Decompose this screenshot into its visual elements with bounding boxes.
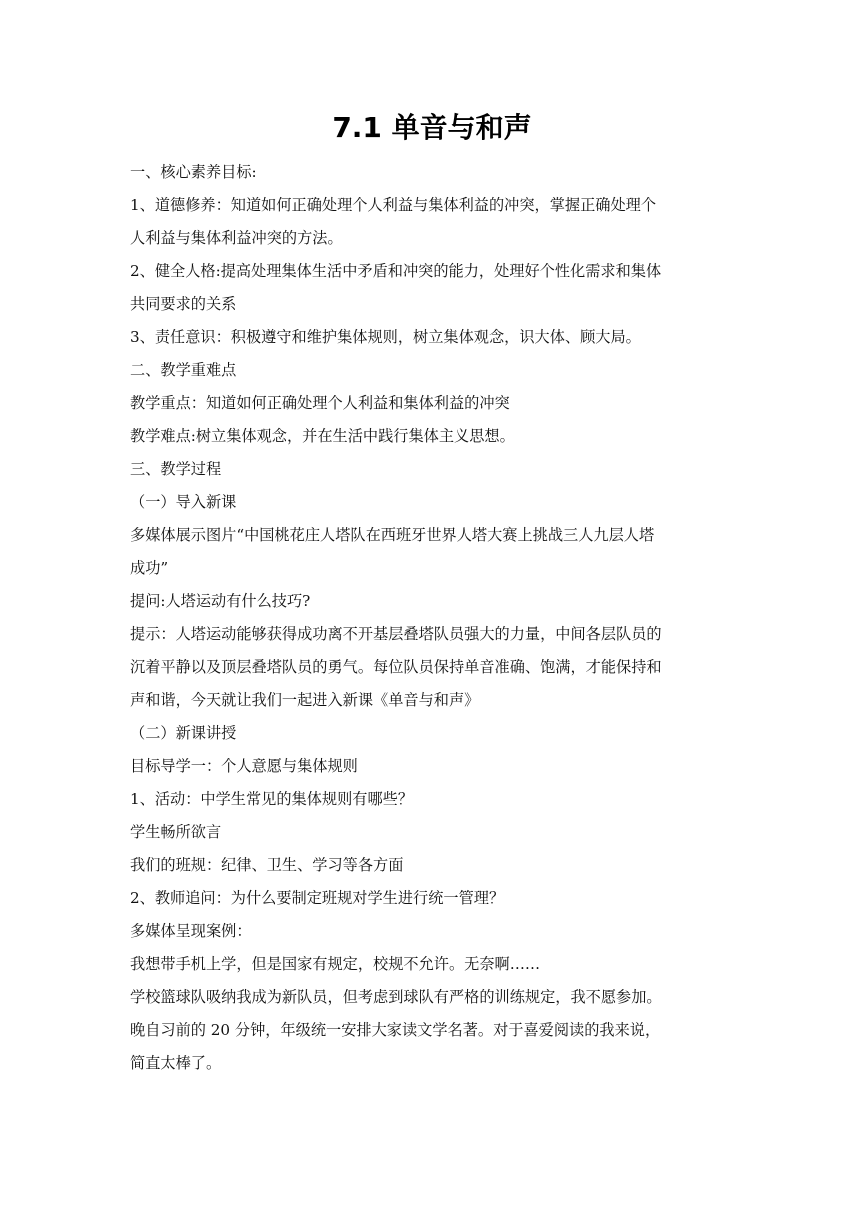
paragraph-line: 3、责任意识：积极遵守和维护集体规则，树立集体观念，识大体、顾大局。 — [130, 328, 641, 346]
paragraph-line: 2、教师追问：为什么要制定班规对学生进行统一管理？ — [130, 889, 505, 907]
paragraph-line: 我想带手机上学，但是国家有规定，校规不允许。无奈啊…… — [130, 955, 541, 973]
document-title: 7.1 单音与和声 — [332, 111, 532, 144]
paragraph-line: 晚自习前的 20 分钟，年级统一安排大家读文学名著。对于喜爱阅读的我来说， — [130, 1021, 661, 1039]
section-heading-process: 三、教学过程 — [130, 460, 222, 478]
paragraph-line: 提示：人塔运动能够获得成功离不开基层叠塔队员强大的力量，中间各层队员的 — [130, 625, 662, 643]
paragraph-line: 目标导学一：个人意愿与集体规则 — [130, 757, 358, 775]
paragraph-line: 多媒体展示图片“中国桃花庄人塔队在西班牙世界人塔大赛上挑战三人九层人塔 — [130, 526, 655, 544]
paragraph-line: 学校篮球队吸纳我成为新队员，但考虑到球队有严格的训练规定，我不愿参加。 — [130, 988, 662, 1006]
document-page — [130, 108, 734, 1080]
paragraph-line: 1、活动：中学生常见的集体规则有哪些？ — [130, 790, 414, 808]
paragraph-line: 学生畅所欲言 — [130, 823, 222, 841]
paragraph-line: 人利益与集体利益冲突的方法。 — [130, 229, 343, 247]
paragraph-line: 1、道德修养：知道如何正确处理个人利益与集体利益的冲突，掌握正确处理个 — [130, 196, 657, 214]
paragraph-line: 我们的班规：纪律、卫生、学习等各方面 — [130, 856, 404, 874]
section-heading-goals: 一、核心素养目标: — [130, 163, 257, 181]
section-heading-key-points: 二、教学重难点 — [130, 361, 237, 379]
paragraph-line: 教学重点：知道如何正确处理个人利益和集体利益的冲突 — [130, 394, 510, 412]
paragraph-line: 沉着平静以及顶层叠塔队员的勇气。每位队员保持单音准确、饱满，才能保持和 — [130, 658, 662, 676]
paragraph-line: 成功” — [130, 559, 169, 577]
paragraph-line: 教学难点:树立集体观念，并在生活中践行集体主义思想。 — [130, 427, 515, 445]
paragraph-line: 共同要求的关系 — [130, 295, 237, 313]
subsection-heading-new-lesson: （二）新课讲授 — [130, 724, 237, 742]
subsection-heading-intro: （一）导入新课 — [130, 493, 237, 511]
paragraph-line: 声和谐，今天就让我们一起进入新课《单音与和声》 — [130, 691, 480, 709]
paragraph-line: 提问:人塔运动有什么技巧? — [130, 592, 311, 610]
paragraph-line: 2、健全人格:提高处理集体生活中矛盾和冲突的能力，处理好个性化需求和集体 — [130, 262, 662, 280]
paragraph-line: 简直太棒了。 — [130, 1054, 222, 1072]
paragraph-line: 多媒体呈现案例： — [130, 922, 252, 940]
